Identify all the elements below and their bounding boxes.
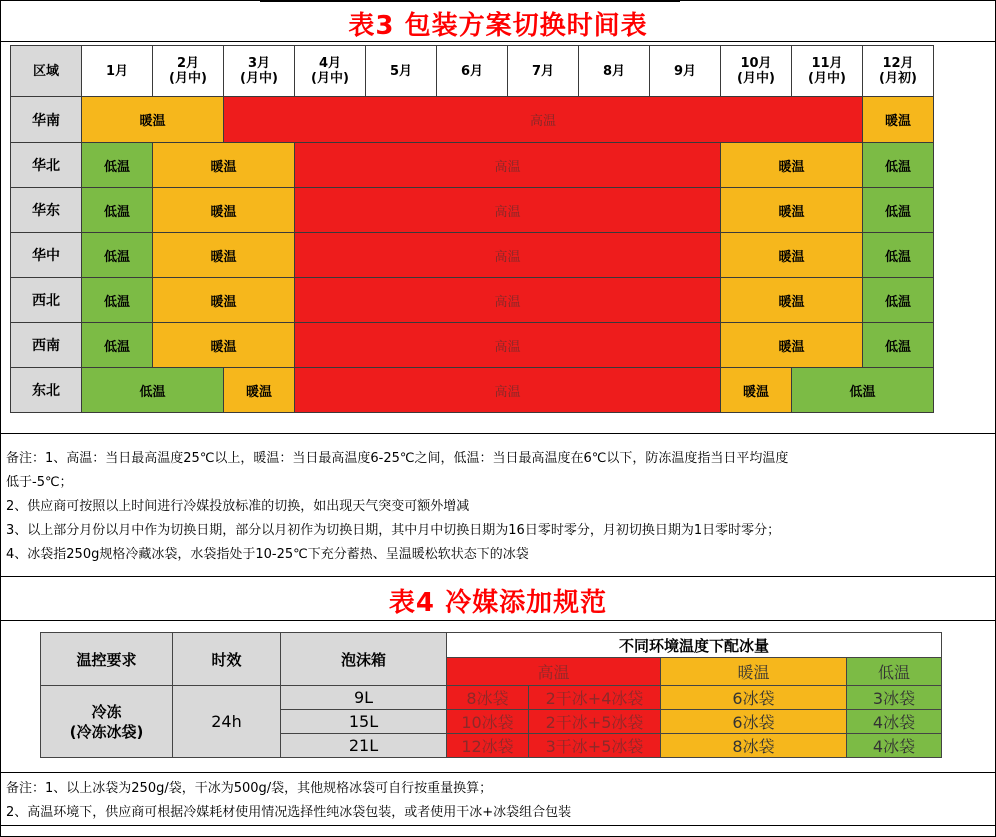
box-size: 15L (281, 710, 447, 734)
season-cell-hot: 高温 (295, 143, 721, 188)
cold-ice: 4冰袋 (847, 710, 942, 734)
header-month: 1月 (82, 46, 153, 97)
header-month: 5月 (366, 46, 437, 97)
hot-ice: 12冰袋 (447, 734, 529, 758)
season-cell-cold: 低温 (863, 143, 934, 188)
season-cell-warm: 暖温 (153, 278, 295, 323)
header-region: 区域 (11, 46, 82, 97)
hot-dry-ice: 2干冰+5冰袋 (529, 710, 661, 734)
header-month: 8月 (579, 46, 650, 97)
table4-title: 表4 冷媒添加规范 (388, 588, 608, 618)
schedule-table (10, 45, 934, 413)
divider (0, 620, 996, 621)
season-cell-hot: 高温 (295, 368, 721, 413)
header-box: 泡沫箱 (281, 633, 447, 686)
sub-cold: 低温 (847, 658, 942, 686)
season-cell-warm: 暖温 (721, 233, 863, 278)
top-rule (260, 0, 680, 2)
season-cell-hot: 高温 (295, 233, 721, 278)
schedule-row (11, 233, 934, 278)
season-cell-warm: 暖温 (863, 97, 934, 143)
season-cell-cold: 低温 (863, 188, 934, 233)
note-line: 备注：1、以上冰袋为250g/袋，干冰为500g/袋，其他规格冰袋可自行按重量换算； (6, 781, 493, 796)
cold-ice: 3冰袋 (847, 686, 942, 710)
sub-hot: 高温 (447, 658, 661, 686)
season-cell-warm: 暖温 (153, 233, 295, 278)
season-cell-cold: 低温 (82, 323, 153, 368)
season-cell-cold: 低温 (863, 233, 934, 278)
region-label: 华中 (11, 233, 82, 278)
note-line: 2、高温环境下，供应商可根据冷媒耗材使用情况选择性纯冰袋包装，或者使用干冰+冰袋组合包装 (6, 805, 572, 820)
hot-ice: 8冰袋 (447, 686, 529, 710)
region-label: 西北 (11, 278, 82, 323)
schedule-row (11, 278, 934, 323)
season-cell-warm: 暖温 (82, 97, 224, 143)
schedule-row (11, 323, 934, 368)
season-cell-warm: 暖温 (153, 323, 295, 368)
season-cell-warm: 暖温 (721, 323, 863, 368)
region-label: 西南 (11, 323, 82, 368)
divider (0, 825, 996, 826)
note-line: 备注：1、高温：当日最高温度25℃以上，暖温：当日最高温度6-25℃之间，低温：当日最高温度在6℃以下，防冻温度指当日平均温度 (6, 451, 789, 466)
divider (0, 576, 996, 577)
schedule-row (11, 97, 934, 143)
warm-ice: 6冰袋 (661, 710, 847, 734)
divider (0, 41, 996, 42)
table3-title: 表3 包装方案切换时间表 (348, 11, 648, 41)
header-month: 3月 (月中) (224, 46, 295, 97)
season-cell-warm: 暖温 (721, 188, 863, 233)
box-size: 21L (281, 734, 447, 758)
season-cell-hot: 高温 (295, 188, 721, 233)
cold-ice: 4冰袋 (847, 734, 942, 758)
season-cell-hot: 高温 (295, 278, 721, 323)
header-group: 不同环境温度下配冰量 (447, 633, 942, 658)
region-label: 东北 (11, 368, 82, 413)
sub-warm: 暖温 (661, 658, 847, 686)
box-size: 9L (281, 686, 447, 710)
region-label: 华北 (11, 143, 82, 188)
note-line: 2、供应商可按照以上时间进行冷媒投放标准的切换，如出现天气突变可额外增减 (6, 499, 470, 514)
season-cell-cold: 低温 (82, 143, 153, 188)
schedule-row (11, 143, 934, 188)
season-cell-hot: 高温 (224, 97, 863, 143)
season-cell-cold: 低温 (82, 278, 153, 323)
warm-ice: 8冰袋 (661, 734, 847, 758)
season-cell-cold: 低温 (82, 188, 153, 233)
season-cell-cold: 低温 (82, 368, 224, 413)
season-cell-cold: 低温 (863, 323, 934, 368)
header-month: 4月 (月中) (295, 46, 366, 97)
note-line: 低于-5℃； (6, 475, 73, 490)
divider (0, 433, 996, 434)
header-month: 6月 (437, 46, 508, 97)
header-temp: 温控要求 (41, 633, 173, 686)
header-month: 2月 (月中) (153, 46, 224, 97)
note-line: 3、以上部分月份以月中作为切换日期，部分以月初作为切换日期，其中月中切换日期为16日零时零分，月初切换日期为1日零时零分； (6, 523, 781, 538)
note-line: 4、冰袋指250g规格冷藏冰袋，水袋指处于10-25℃下充分蓄热、呈温暖松软状态下的冰袋 (6, 547, 529, 562)
hot-dry-ice: 2干冰+4冰袋 (529, 686, 661, 710)
season-cell-warm: 暖温 (721, 143, 863, 188)
header-month: 11月 (月中) (792, 46, 863, 97)
season-cell-cold: 低温 (792, 368, 934, 413)
season-cell-cold: 低温 (82, 233, 153, 278)
season-cell-warm: 暖温 (153, 188, 295, 233)
header-month: 7月 (508, 46, 579, 97)
header-month: 10月 (月中) (721, 46, 792, 97)
season-cell-warm: 暖温 (153, 143, 295, 188)
table3-notes (6, 447, 991, 567)
temp-value: 冷冻 (冷冻冰袋) (41, 686, 173, 758)
table4-notes (6, 777, 991, 825)
header-month: 12月 (月初) (863, 46, 934, 97)
hot-ice: 10冰袋 (447, 710, 529, 734)
header-time: 时效 (173, 633, 281, 686)
divider (0, 772, 996, 773)
coolant-table (40, 632, 942, 758)
schedule-row (11, 188, 934, 233)
season-cell-warm: 暖温 (721, 368, 792, 413)
region-label: 华东 (11, 188, 82, 233)
header-month: 9月 (650, 46, 721, 97)
time-value: 24h (173, 686, 281, 758)
season-cell-hot: 高温 (295, 323, 721, 368)
season-cell-warm: 暖温 (721, 278, 863, 323)
season-cell-warm: 暖温 (224, 368, 295, 413)
season-cell-cold: 低温 (863, 278, 934, 323)
warm-ice: 6冰袋 (661, 686, 847, 710)
hot-dry-ice: 3干冰+5冰袋 (529, 734, 661, 758)
schedule-row (11, 368, 934, 413)
region-label: 华南 (11, 97, 82, 143)
schedule-header-row (11, 46, 934, 97)
